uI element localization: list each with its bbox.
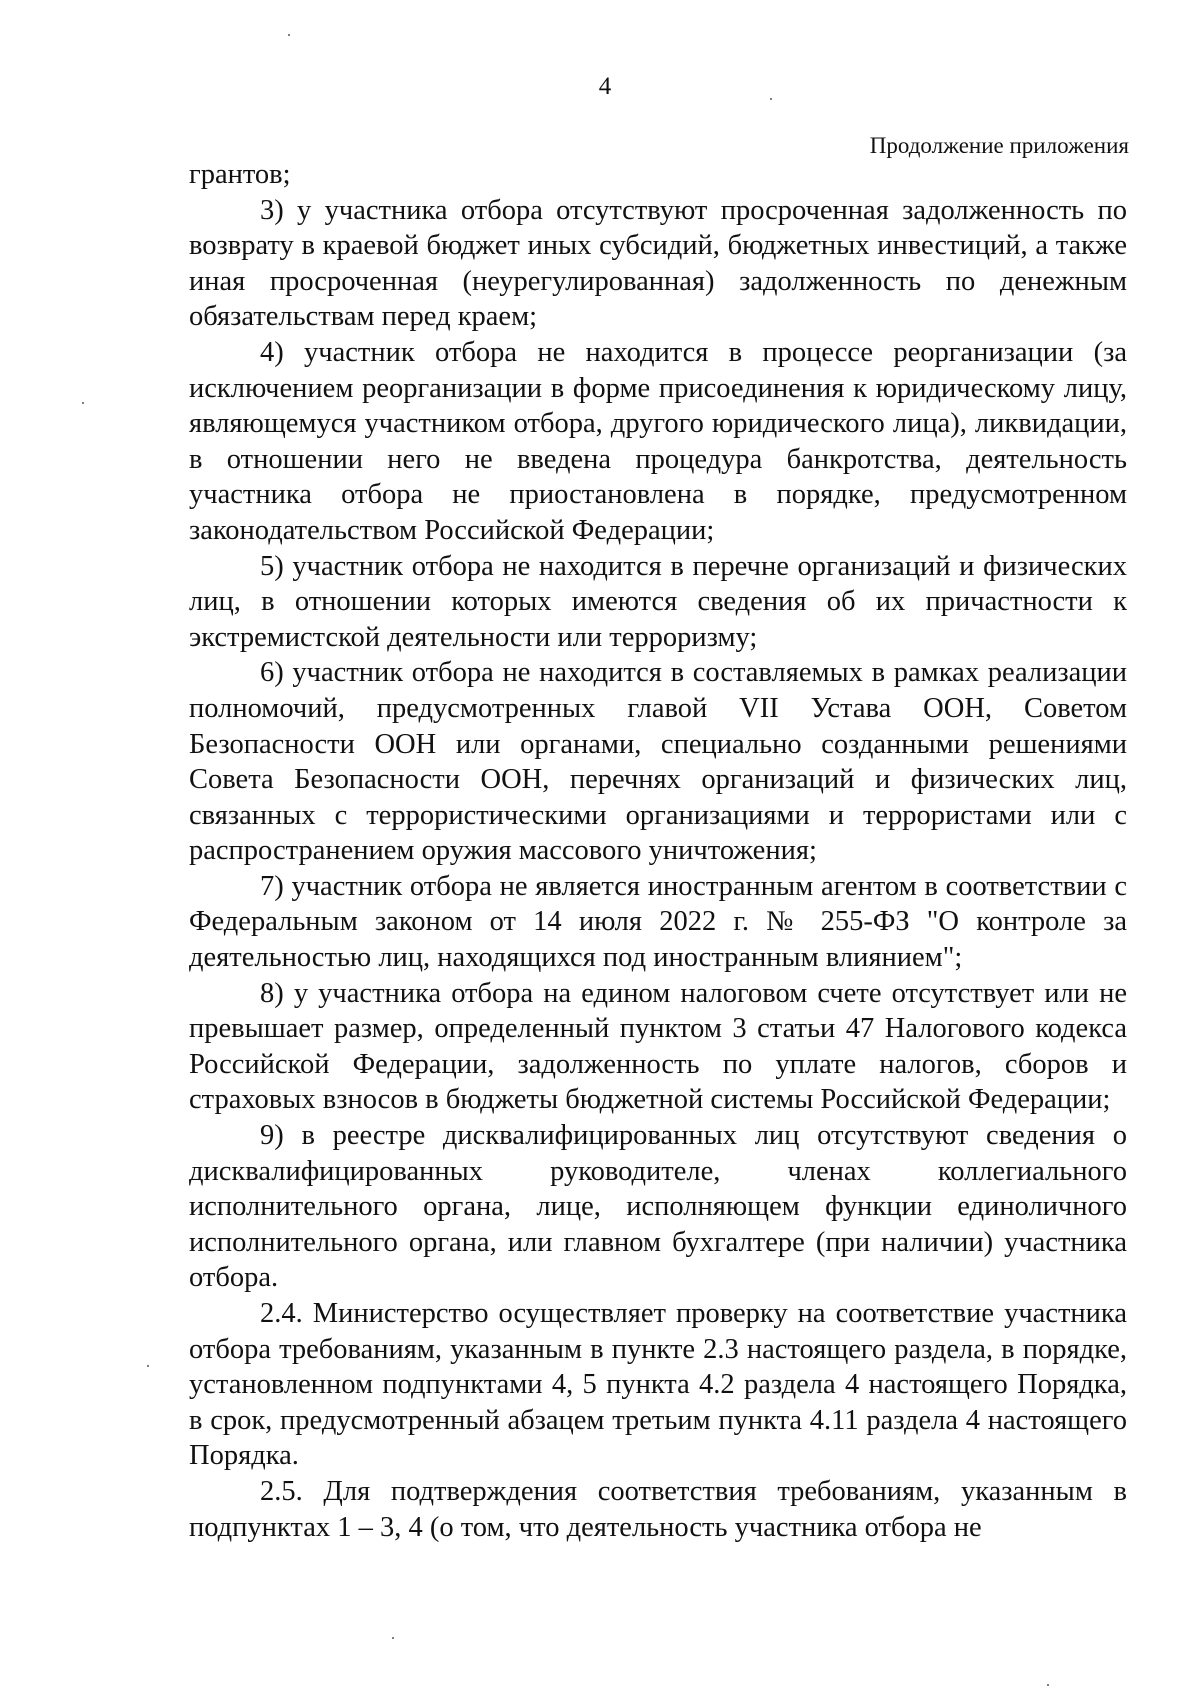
- scan-speck: [147, 1365, 149, 1367]
- document-body: [189, 157, 1127, 1545]
- scan-speck: [82, 402, 84, 404]
- scan-speck: [770, 98, 772, 100]
- scan-speck: [392, 1637, 394, 1639]
- paragraph-grants-end: грантов;: [189, 159, 291, 190]
- paragraph-item-4: 4) участник отбора не находится в процессе реорганизации (за исключением реорганизации в форме присоединения к юридическому лицу, являющемуся участником отбора, другого юридического лица), ликвидации, в отношении него не введена процедура банкротства, деятельность участника отбора не приостановлена в порядке, предусмотренном законодательством Российской Федерации;: [189, 336, 1127, 546]
- paragraph-section-2-5: 2.5. Для подтверждения соответствия требованиям, указанным в подпунктах 1 – 3, 4 (о том, что деятельность участника отбора не: [189, 1475, 1127, 1543]
- paragraph-section-2-4: 2.4. Министерство осуществляет проверку на соответствие участника отбора требованиям, указанным в пункте 2.3 настоящего раздела, в порядке, установленном подпунктами 4, 5 пункта 4.2 раздела 4 настоящего Порядка, в срок, предусмотренный абзацем третьим пункта 4.11 раздела 4 настоящего Порядка.: [189, 1298, 1127, 1472]
- scan-speck: [1047, 1684, 1049, 1686]
- paragraph-item-7: 7) участник отбора не является иностранным агентом в соответствии с Федеральным законом от 14 июля 2022 г. № 255-ФЗ "О контроле за деятельностью лиц, находящихся под иностранным влиянием";: [189, 870, 1127, 974]
- paragraph-item-9: 9) в реестре дисквалифицированных лиц отсутствуют сведения о дисквалифицированных руководителе, членах коллегиального исполнительного органа, лице, исполняющем функции единоличного исполнительного органа, или главном бухгалтере (при наличии) участника отбора.: [189, 1120, 1127, 1294]
- header-note: Продолжение приложения: [869, 133, 1129, 158]
- paragraph-item-5: 5) участник отбора не находится в перечне организаций и физических лиц, в отношении которых имеются сведения об их причастности к экстремистской деятельности или терроризму;: [189, 550, 1127, 653]
- paragraph-item-6: 6) участник отбора не находится в составляемых в рамках реализации полномочий, предусмотренных главой VII Устава ООН, Советом Безопасности ООН или органами, специально созданными решениями Совета Безопасности ООН, перечнях организаций и физических лиц, связанных с террористическими организациями и террористами или с распространением оружия массового уничтожения;: [189, 657, 1127, 867]
- paragraph-item-3: 3) у участника отбора отсутствуют просроченная задолженность по возврату в краевой бюджет иных субсидий, бюджетных инвестиций, а также иная просроченная (неурегулированная) задолженность по денежным обязательствам перед краем;: [189, 194, 1127, 333]
- paragraph-item-8: 8) у участника отбора на едином налоговом счете отсутствует или не превышает размер, определенный пунктом 3 статьи 47 Налогового кодекса Российской Федерации, задолженность по уплате налогов, сборов и страховых взносов в бюджеты бюджетной системы Российской Федерации;: [189, 977, 1127, 1116]
- page-number: 4: [598, 73, 612, 100]
- scan-speck: [288, 34, 290, 36]
